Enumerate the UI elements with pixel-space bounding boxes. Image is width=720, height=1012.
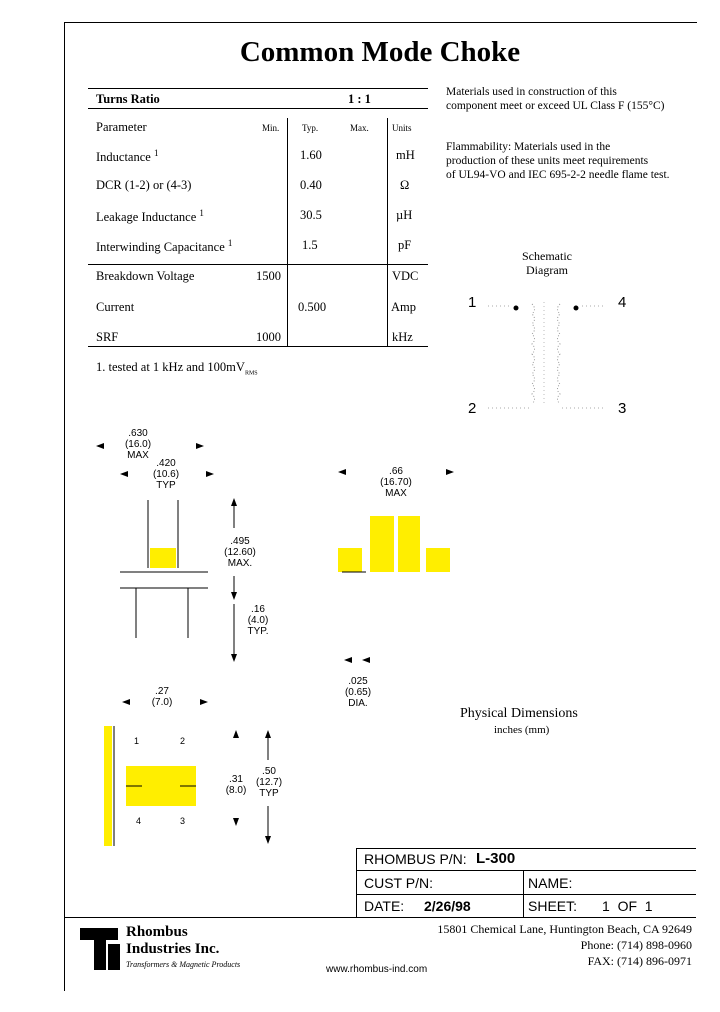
schematic-diagram <box>480 290 620 415</box>
tb-rule-2 <box>356 894 696 895</box>
dim-value: .16 <box>251 604 265 615</box>
dim-qual: TYP <box>156 480 176 491</box>
dim-16 <box>240 604 276 637</box>
part-value: L-300 <box>476 850 516 867</box>
materials-line-1: Materials used in construction of this <box>446 86 617 98</box>
dim-025 <box>336 676 380 709</box>
dim-qual: MAX. <box>227 558 253 569</box>
footnote <box>96 360 258 377</box>
materials-note <box>446 85 664 113</box>
front-winding-4 <box>426 548 450 572</box>
date-value: 2/26/98 <box>424 898 471 914</box>
dim-mm: (12.7) <box>255 777 283 788</box>
footnote-sub: RMS <box>244 370 258 377</box>
dim-mm: (16.0) <box>124 439 152 450</box>
typ-inductance: 1.60 <box>300 148 322 162</box>
flammability-note <box>446 140 670 182</box>
typ-leakage: 30.5 <box>300 208 322 222</box>
note-ref: 1 <box>199 208 204 218</box>
header-max: Max. <box>350 123 369 133</box>
header-parameter: Parameter <box>96 120 147 134</box>
dim-value: .025 <box>348 676 368 687</box>
dim-50 <box>254 766 284 799</box>
arrow-down <box>233 818 239 826</box>
rhombus-logo-icon <box>78 926 122 972</box>
page-title: Common Mode Choke <box>239 36 521 68</box>
arrow-right <box>200 699 208 705</box>
bottom-side-bar <box>104 726 112 846</box>
turns-ratio-label: Turns Ratio <box>96 92 160 106</box>
dim-value: .27 <box>155 686 169 697</box>
dim-value: .495 <box>230 536 250 547</box>
bottom-pin-2: 2 <box>180 736 186 746</box>
dim-mm: (0.65) <box>344 687 372 698</box>
table-row <box>96 148 158 165</box>
col-rule-1 <box>287 118 288 346</box>
dim-66 <box>374 466 418 499</box>
schematic-pin-4: 4 <box>618 294 627 311</box>
param-breakdown: Breakdown Voltage <box>96 269 195 283</box>
turns-rule <box>88 108 428 109</box>
schematic-title <box>504 249 590 277</box>
dim-mm: (4.0) <box>247 615 269 626</box>
arrow-right <box>206 471 214 477</box>
min-breakdown: 1500 <box>256 269 281 283</box>
note-ref: 1 <box>227 238 233 248</box>
arrow-down <box>265 836 271 844</box>
tb-rule-top <box>356 848 696 849</box>
mid-rule <box>88 264 428 265</box>
flam-line-2: production of these units meet requirements <box>446 155 649 167</box>
part-label: RHOMBUS P/N: <box>364 851 467 867</box>
dim-420 <box>146 458 186 491</box>
dim-630 <box>118 428 158 461</box>
arrow-up <box>233 730 239 738</box>
table-row <box>96 208 204 225</box>
dim-value: .31 <box>229 774 243 785</box>
dim-qual: MAX <box>127 450 149 461</box>
table-bottom-rule <box>88 346 428 347</box>
company-name-2: Industries Inc. <box>126 941 220 957</box>
sheet-label: SHEET: <box>528 898 578 914</box>
bottom-pin-4: 4 <box>136 816 142 826</box>
dim-mm: (7.0) <box>151 697 173 708</box>
company-website[interactable]: www.rhombus-ind.com <box>326 964 428 975</box>
units-inductance: mH <box>396 148 415 162</box>
flam-line-3: of UL94-VO and IEC 695-2-2 needle flame test. <box>446 169 670 181</box>
units-dcr: Ω <box>400 178 410 192</box>
polarity-dot-right <box>574 306 579 311</box>
dim-mm: (10.6) <box>152 469 180 480</box>
cust-label: CUST P/N: <box>364 875 433 891</box>
name-label: NAME: <box>528 875 573 891</box>
schematic-pin-1: 1 <box>468 294 477 311</box>
tb-rule-1 <box>356 870 696 871</box>
tb-rule-3 <box>64 917 696 918</box>
schematic-title-2: Diagram <box>526 263 568 277</box>
phys-dim-units: inches (mm) <box>494 724 550 736</box>
dim-value: .420 <box>156 458 176 469</box>
arrow-down <box>231 654 237 662</box>
table-row <box>96 238 232 255</box>
table-top-rule <box>88 88 428 89</box>
units-interwinding: pF <box>398 238 412 252</box>
dim-495 <box>218 536 262 569</box>
typ-current: 0.500 <box>298 300 327 314</box>
param-dcr: DCR (1-2) or (4-3) <box>96 178 192 192</box>
arrow-left <box>122 699 130 705</box>
dim-mm: (8.0) <box>225 785 247 796</box>
arrow-left <box>120 471 128 477</box>
schematic-title-1: Schematic <box>522 249 572 263</box>
col-rule-2 <box>387 118 388 346</box>
tb-left-edge <box>356 848 357 918</box>
min-srf: 1000 <box>256 330 281 344</box>
dim-27 <box>148 686 176 708</box>
param-current: Current <box>96 300 135 314</box>
dim-value: .50 <box>262 766 276 777</box>
arrow-left <box>338 469 346 475</box>
bottom-pin-3: 3 <box>180 816 186 826</box>
company-name <box>126 924 219 958</box>
dim-qual: TYP. <box>247 626 269 637</box>
schematic-pin-2: 2 <box>468 400 477 417</box>
tb-divider <box>523 870 524 917</box>
phys-dim-heading: Physical Dimensions <box>460 706 578 721</box>
company-address: 15801 Chemical Lane, Huntington Beach, CA 92649 <box>437 922 692 936</box>
coil-right <box>558 304 561 404</box>
dim-31 <box>222 774 250 796</box>
typ-dcr: 0.40 <box>300 178 322 192</box>
header-units: Units <box>392 123 412 133</box>
bottom-pin-1: 1 <box>134 736 140 746</box>
units-breakdown: VDC <box>392 269 419 283</box>
dim-value: .630 <box>128 428 148 439</box>
schematic-pin-3: 3 <box>618 400 627 417</box>
front-winding-3 <box>398 516 420 572</box>
param-leakage: Leakage Inductance <box>96 210 197 225</box>
polarity-dot-left <box>514 306 519 311</box>
dim-qual: TYP <box>259 788 279 799</box>
units-leakage: µH <box>396 208 413 222</box>
date-label: DATE: <box>364 898 405 914</box>
footnote-text: 1. tested at 1 kHz and 100mV <box>96 360 245 374</box>
arrow-left <box>344 657 352 663</box>
typ-interwinding: 1.5 <box>302 238 318 252</box>
note-ref: 1 <box>153 148 159 158</box>
arrow-up <box>265 730 271 738</box>
dim-qual: MAX <box>385 488 407 499</box>
front-winding-1 <box>338 548 362 572</box>
param-srf: SRF <box>96 330 119 344</box>
front-winding-2 <box>370 516 394 572</box>
sheet-value: 1 OF 1 <box>602 898 653 914</box>
company-phone: Phone: (714) 898-0960 <box>580 938 692 952</box>
header-min: Min. <box>262 123 280 133</box>
flam-line-1: Flammability: Materials used in the <box>446 141 611 153</box>
param-interwinding: Interwinding Capacitance <box>96 240 225 255</box>
turns-ratio-value: 1 : 1 <box>348 92 371 106</box>
arrow-up <box>231 498 237 506</box>
arrow-left <box>96 443 104 449</box>
logo-shape-2 <box>108 944 120 970</box>
units-srf: kHz <box>392 330 413 344</box>
param-inductance: Inductance <box>96 150 151 165</box>
materials-line-2: component meet or exceed UL Class F (155°C) <box>446 100 665 112</box>
dim-mm: (16.70) <box>380 477 412 488</box>
company-name-1: Rhombus <box>126 924 188 940</box>
coil-left <box>532 304 535 404</box>
company-fax: FAX: (714) 896-0971 <box>587 954 692 968</box>
dim-qual: DIA. <box>348 698 368 709</box>
dim-mm: (12.60) <box>224 547 256 558</box>
dim-value: .66 <box>389 466 403 477</box>
arrow-left <box>362 657 370 663</box>
arrow-right <box>196 443 204 449</box>
yellow-winding <box>150 548 176 568</box>
header-typ: Typ. <box>302 123 319 133</box>
company-tagline: Transformers & Magnetic Products <box>126 960 241 969</box>
units-current: Amp <box>391 300 416 314</box>
arrow-right <box>446 469 454 475</box>
arrow-down <box>231 592 237 600</box>
